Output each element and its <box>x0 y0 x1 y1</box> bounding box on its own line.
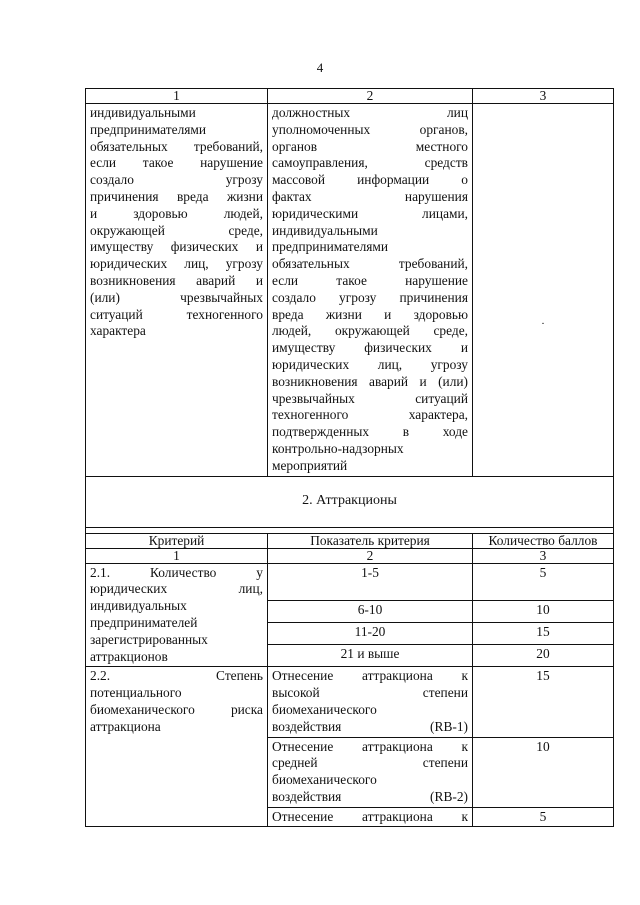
points-cell: 20 <box>473 645 614 667</box>
criteria-table <box>85 88 614 827</box>
points-cell: 10 <box>473 737 614 807</box>
points-cell: 10 <box>473 600 614 622</box>
column-number-2b: 2 <box>268 548 473 563</box>
column-number-row <box>86 89 614 104</box>
indicator-cell <box>268 807 473 827</box>
points-cell: 15 <box>473 622 614 644</box>
indicator-text <box>272 809 468 826</box>
text-line: органов местного <box>272 138 468 154</box>
points-cell: 15 <box>473 667 614 737</box>
text-line: (или) чрезвычайных <box>90 289 263 305</box>
text-line: если такое нарушение <box>90 155 263 171</box>
column-number-1b: 1 <box>86 548 268 563</box>
text-line: вреда жизни и здоровью <box>272 306 468 322</box>
text-line: аттракциона <box>90 718 161 734</box>
points-cell: 5 <box>473 563 614 600</box>
header-row <box>86 533 614 548</box>
criterion-2-1-row-1 <box>86 563 614 600</box>
text-line: окружающей среде, <box>90 222 263 238</box>
text-line: воздействия (RB-1) <box>272 718 468 734</box>
text-line: уполномоченных органов, <box>272 121 468 137</box>
text-line: самоуправления, средств <box>272 155 468 171</box>
column-number-1: 1 <box>86 89 268 104</box>
continued-criterion-text <box>90 105 263 340</box>
text-line: юридических лиц, угрозу <box>272 356 468 372</box>
section-title: 2. Аттракционы <box>86 476 614 527</box>
indicator-cell: 21 и выше <box>268 645 473 667</box>
text-line: людей, окружающей среде, <box>272 323 468 339</box>
text-line: индивидуальными <box>90 105 196 120</box>
text-line: зарегистрированных <box>90 631 208 647</box>
indicator-text <box>272 739 468 806</box>
text-line: биомеханического <box>272 701 377 717</box>
text-line: потенциального <box>90 685 182 701</box>
header-indicator: Показатель критерия <box>268 533 473 548</box>
column-number-2: 2 <box>268 89 473 104</box>
points-cell: 5 <box>473 807 614 827</box>
continued-indicator-cell <box>268 104 473 477</box>
text-line: характера <box>90 323 146 339</box>
text-line: аттракционов <box>90 648 168 664</box>
criterion-2-2-row-1 <box>86 667 614 737</box>
text-line: должностных лиц <box>272 105 468 120</box>
indicator-cell <box>268 737 473 807</box>
text-line: юридических лиц, <box>90 581 263 597</box>
text-line: средней степени <box>272 755 468 771</box>
continued-indicator-text <box>272 105 468 475</box>
text-line: обязательных требований, <box>272 256 468 272</box>
text-line: массовой информации о <box>272 172 468 188</box>
text-line: индивидуальными <box>272 222 378 238</box>
text-line: контрольно-надзорных <box>272 440 404 456</box>
continued-criterion-cell <box>86 104 268 477</box>
text-line: биомеханического <box>272 772 377 788</box>
text-line: причинения вреда жизни <box>90 188 263 204</box>
stray-mark: . <box>541 315 545 327</box>
indicator-cell <box>268 667 473 737</box>
indicator-text <box>272 668 468 735</box>
header-points: Количество баллов <box>473 533 614 548</box>
column-number-3: 3 <box>473 89 614 104</box>
continued-points-cell <box>473 104 614 477</box>
text-line: имуществу физических и <box>90 239 263 255</box>
criterion-2-2-label <box>90 668 263 735</box>
indicator-cell: 6-10 <box>268 600 473 622</box>
text-line: создало угрозу <box>90 172 263 188</box>
text-line: юридических лиц, угрозу <box>90 256 263 272</box>
text-line: юридическими лицами, <box>272 205 468 221</box>
text-line: фактах нарушения <box>272 188 468 204</box>
text-line: если такое нарушение <box>272 272 468 288</box>
text-line: обязательных требований, <box>90 138 263 154</box>
indicator-cell: 1-5 <box>268 563 473 600</box>
text-line: техногенного характера, <box>272 407 468 423</box>
header-criterion: Критерий <box>86 533 268 548</box>
text-line: ситуаций техногенного <box>90 306 263 322</box>
text-line: предпринимателями <box>90 121 207 137</box>
text-line: предпринимателей <box>90 614 198 630</box>
text-line: Отнесение аттракциона к <box>272 808 468 824</box>
text-line: Отнесение аттракциона к <box>272 738 468 754</box>
text-line: индивидуальных <box>90 598 187 614</box>
text-line: подтвержденных в ходе <box>272 424 468 440</box>
text-line: предпринимателями <box>272 239 389 255</box>
continued-criterion-row <box>86 104 614 477</box>
text-line: биомеханического риска <box>90 701 263 717</box>
indicator-cell: 11-20 <box>268 622 473 644</box>
text-line: воздействия (RB-2) <box>272 788 468 804</box>
text-line: возникновения аварий и (или) <box>272 373 468 389</box>
text-line: мероприятий <box>272 457 348 473</box>
text-line: создало угрозу причинения <box>272 289 468 305</box>
criterion-2-2-label-cell <box>86 667 268 827</box>
page-number: 4 <box>316 60 324 75</box>
text-line: 2.2. Степень <box>90 668 263 684</box>
criterion-2-1-label <box>90 565 263 666</box>
text-line: Отнесение аттракциона к <box>272 668 468 684</box>
text-line: 2.1. Количество у <box>90 564 263 580</box>
column-number-row-2 <box>86 548 614 563</box>
text-line: чрезвычайных ситуаций <box>272 390 468 406</box>
text-line: возникновения аварий и <box>90 272 263 288</box>
column-number-3b: 3 <box>473 548 614 563</box>
text-line: имуществу физических и <box>272 340 468 356</box>
section-row <box>86 476 614 527</box>
text-line: высокой степени <box>272 685 468 701</box>
criterion-2-1-label-cell <box>86 563 268 667</box>
text-line: и здоровью людей, <box>90 205 263 221</box>
